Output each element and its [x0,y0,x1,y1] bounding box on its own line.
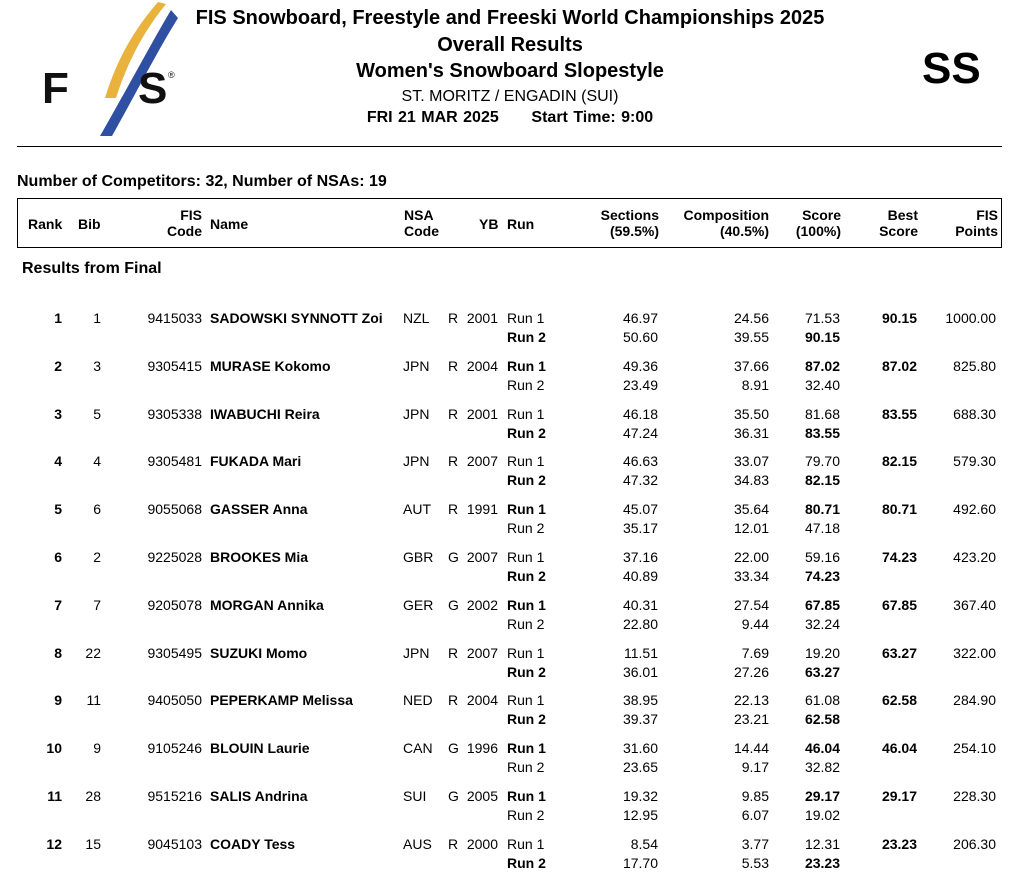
run-1-label: Run 1 [507,788,546,804]
cell-best: 74.23 [881,549,917,565]
run-1-score: 87.02 [804,357,840,374]
run-2-sections: 12.95 [622,807,658,823]
cell-bib: 2 [93,549,101,565]
cell-code: 9305338 [147,405,202,422]
cell-bib: 22 [85,644,101,661]
table-row [0,405,1024,445]
cell-name: GASSER Anna [210,501,308,518]
cell-yb: 2001 [466,310,498,326]
cell-yb: 1996 [466,740,498,757]
cell-stance: G [448,549,459,565]
run-1-sections: 46.97 [622,310,658,326]
run-2-label: Run 2 [507,568,546,584]
run-1-composition: 27.54 [733,596,769,613]
cell-best: 46.04 [881,740,917,757]
cell-yb: 1991 [466,501,498,518]
run-2-label: Run 2 [507,615,545,632]
run-1-composition: 33.07 [733,453,769,470]
cell-name: SADOWSKI SYNNOTT Zoi [210,310,383,326]
date-line [170,109,850,127]
run-1-label: Run 1 [507,549,545,565]
cell-code: 9055068 [147,501,202,518]
col-sections [578,207,659,239]
run-1-sections: 37.16 [622,549,658,565]
table-header [17,198,1002,248]
cell-yb: 2007 [466,644,498,661]
run-2-score: 63.27 [804,663,840,680]
run-1-label: Run 1 [507,740,546,757]
cell-name: SALIS Andrina [210,788,308,804]
cell-nsa: JPN [403,644,430,661]
table-row [0,835,1024,875]
run-2-score: 32.24 [804,615,840,632]
table-row [0,596,1024,636]
run-2-score: 32.40 [804,376,840,393]
cell-yb: 2007 [466,453,498,470]
cell-code: 9305495 [147,644,202,661]
col-nsa-code [404,207,439,239]
venue: ST. MORITZ / ENGADIN (SUI) [401,88,619,105]
cell-yb: 2005 [466,788,498,804]
cell-best: 90.15 [881,310,917,326]
cell-best: 80.71 [881,501,917,518]
run-1-label: Run 1 [507,644,545,661]
cell-yb: 2002 [466,596,498,613]
cell-stance: G [448,788,459,804]
run-2-sections: 36.01 [622,663,658,680]
event-date: FRI 21 MAR 2025 [366,109,499,126]
cell-name: PEPERKAMP Melissa [210,692,353,709]
col-sections-line1: Sections [600,207,659,223]
run-1-score: 67.85 [804,596,840,613]
run-2-sections: 50.60 [622,329,658,345]
run-2-sections: 35.17 [622,520,658,537]
cell-nsa: SUI [403,788,427,804]
table-row [0,357,1024,397]
cell-points: 228.30 [953,788,996,804]
run-2-composition: 36.31 [733,424,769,441]
cell-stance: R [448,692,459,709]
cell-stance: R [448,405,459,422]
discipline-code: SS [922,44,981,93]
cell-code: 9415033 [147,310,202,326]
col-best-score [858,207,918,239]
run-2-score: 82.15 [804,472,840,489]
cell-code: 9305481 [147,453,202,470]
run-1-sections: 8.54 [630,835,658,852]
run-2-composition: 39.55 [733,329,769,345]
col-bib: Bib [78,216,101,232]
cell-name: FUKADA Mari [210,453,302,470]
col-fis-code [148,207,202,239]
run-2-composition: 33.34 [733,568,769,584]
cell-bib: 9 [93,740,101,757]
cell-points: 579.30 [953,453,996,470]
col-score-line1: Score [802,207,841,223]
cell-nsa: JPN [403,357,430,374]
run-2-label: Run 2 [507,424,546,441]
run-1-sections: 40.31 [622,596,658,613]
cell-best: 82.15 [881,453,917,470]
cell-stance: R [448,453,459,470]
cell-rank: 12 [46,835,62,852]
col-points-line1: FIS [976,207,998,223]
run-1-label: Run 1 [507,310,545,326]
cell-name: COADY Tess [210,835,296,852]
cell-bib: 15 [85,835,101,852]
run-1-label: Run 1 [507,357,546,374]
cell-rank: 4 [54,453,62,470]
run-2-label: Run 2 [507,711,546,728]
run-2-sections: 39.37 [622,711,658,728]
run-2-sections: 40.89 [622,568,658,584]
run-1-sections: 49.36 [622,357,658,374]
run-1-score: 71.53 [804,310,840,326]
run-2-label: Run 2 [507,472,546,489]
col-composition-line1: Composition [683,207,769,223]
run-1-label: Run 1 [507,405,545,422]
col-composition-line2: (40.5%) [719,223,769,239]
cell-name: BLOUIN Laurie [210,740,310,757]
table-row [0,548,1024,588]
cell-best: 63.27 [881,644,917,661]
run-1-composition: 24.56 [733,310,769,326]
col-composition [668,207,769,239]
cell-yb: 2000 [466,835,498,852]
run-2-label: Run 2 [507,759,545,776]
header-divider [17,146,1002,147]
cell-nsa: NZL [403,310,430,326]
cell-nsa: CAN [403,740,433,757]
run-1-sections: 46.63 [622,453,658,470]
run-2-composition: 8.91 [741,376,769,393]
run-2-composition: 34.83 [733,472,769,489]
cell-nsa: GER [403,596,434,613]
col-run: Run [507,216,535,232]
col-yb: YB [479,216,499,232]
cell-nsa: GBR [403,549,434,565]
cell-nsa: AUS [403,835,432,852]
cell-stance: R [448,310,459,326]
run-2-label: Run 2 [507,376,545,393]
cell-points: 1000.00 [945,310,996,326]
run-2-sections: 47.24 [622,424,658,441]
run-1-label: Run 1 [507,596,546,613]
event-name: Women's Snowboard Slopestyle [356,60,664,82]
cell-bib: 6 [93,501,101,518]
run-2-composition: 9.44 [741,615,769,632]
run-2-score: 47.18 [804,520,840,537]
col-fis-code-line2: Code [167,223,202,239]
cell-rank: 6 [54,549,62,565]
cell-rank: 10 [46,740,62,757]
run-2-sections: 47.32 [622,472,658,489]
cell-best: 67.85 [881,596,917,613]
cell-bib: 1 [93,310,101,326]
run-2-sections: 23.49 [622,376,658,393]
start-time: Start Time: 9:00 [531,109,654,126]
col-fis-points [928,207,998,239]
cell-bib: 7 [93,596,101,613]
run-1-label: Run 1 [507,692,545,709]
cell-name: SUZUKI Momo [210,644,308,661]
run-1-composition: 9.85 [741,788,769,804]
run-2-label: Run 2 [507,854,546,871]
run-2-score: 62.58 [804,711,840,728]
cell-name: BROOKES Mia [210,549,309,565]
cell-rank: 5 [54,501,62,518]
run-2-composition: 9.17 [741,759,769,776]
run-1-score: 12.31 [804,835,840,852]
run-1-composition: 3.77 [741,835,769,852]
cell-code: 9045103 [147,835,202,852]
col-nsa-line2: Code [404,223,439,239]
cell-yb: 2007 [466,549,498,565]
run-1-label: Run 1 [507,501,546,518]
run-2-composition: 27.26 [733,663,769,680]
run-1-score: 81.68 [804,405,840,422]
svg-text:®: ® [168,70,175,80]
cell-points: 322.00 [953,644,996,661]
cell-points: 367.40 [953,596,996,613]
cell-name: MORGAN Annika [210,596,324,613]
cell-points: 284.90 [953,692,996,709]
cell-yb: 2001 [466,405,498,422]
cell-points: 206.30 [953,835,996,852]
cell-best: 62.58 [881,692,917,709]
cell-stance: R [448,644,459,661]
run-1-sections: 19.32 [622,788,658,804]
cell-yb: 2004 [466,357,498,374]
run-2-label: Run 2 [507,663,546,680]
table-row [0,452,1024,492]
fis-logo-icon [40,0,180,140]
cell-bib: 3 [93,357,101,374]
cell-nsa: JPN [403,405,430,422]
cell-nsa: NED [403,692,433,709]
run-1-composition: 35.64 [733,501,769,518]
col-fis-code-line1: FIS [180,207,202,223]
fis-logo [40,0,180,140]
run-2-composition: 12.01 [733,520,769,537]
col-best-line2: Score [879,223,918,239]
section-title: Results from Final [22,260,162,277]
table-row [0,787,1024,827]
col-points-line2: Points [955,223,998,239]
cell-yb: 2004 [466,692,498,709]
page-title: FIS Snowboard, Freestyle and Freeski World Championships 2025 [195,7,825,29]
cell-stance: R [448,835,459,852]
run-1-composition: 35.50 [733,405,769,422]
cell-code: 9305415 [147,357,202,374]
run-2-score: 23.23 [804,854,840,871]
run-1-score: 29.17 [804,788,840,804]
cell-points: 423.20 [953,549,996,565]
run-2-sections: 23.65 [622,759,658,776]
cell-rank: 11 [47,788,62,804]
cell-stance: R [448,357,459,374]
cell-bib: 11 [86,692,101,709]
run-1-sections: 46.18 [622,405,658,422]
table-row [0,691,1024,731]
cell-rank: 8 [54,644,62,661]
run-1-score: 79.70 [804,453,840,470]
run-2-sections: 22.80 [622,615,658,632]
run-2-sections: 17.70 [622,854,658,871]
cell-best: 83.55 [881,405,917,422]
table-row [0,309,1024,349]
cell-points: 688.30 [953,405,996,422]
col-name: Name [210,216,249,232]
cell-bib: 4 [93,453,101,470]
run-1-score: 61.08 [804,692,840,709]
run-2-composition: 23.21 [733,711,769,728]
cell-bib: 28 [85,788,101,804]
cell-bib: 5 [93,405,101,422]
run-1-sections: 45.07 [622,501,658,518]
run-1-sections: 38.95 [622,692,658,709]
run-1-score: 46.04 [804,740,840,757]
run-2-composition: 5.53 [741,854,769,871]
run-1-sections: 31.60 [622,740,658,757]
cell-points: 492.60 [953,501,996,518]
run-2-score: 90.15 [804,329,840,345]
cell-rank: 7 [54,596,62,613]
cell-best: 29.17 [881,788,917,804]
svg-text:S: S [138,64,168,113]
cell-nsa: AUT [403,501,431,518]
run-1-composition: 7.69 [741,644,769,661]
cell-stance: G [448,740,459,757]
run-2-score: 83.55 [804,424,840,441]
table-row [0,500,1024,540]
run-1-composition: 22.13 [733,692,769,709]
table-row [0,644,1024,684]
run-2-label: Run 2 [507,520,545,537]
cell-name: MURASE Kokomo [210,357,331,374]
cell-best: 87.02 [881,357,917,374]
col-score [778,207,841,239]
col-sections-line2: (59.5%) [609,223,659,239]
cell-points: 254.10 [953,740,996,757]
competitor-summary: Number of Competitors: 32, Number of NSAs: 19 [17,173,387,190]
run-2-score: 74.23 [804,568,840,584]
cell-stance: G [448,596,459,613]
run-1-composition: 22.00 [733,549,769,565]
cell-best: 23.23 [881,835,917,852]
cell-code: 9205078 [147,596,202,613]
run-1-score: 80.71 [804,501,840,518]
cell-code: 9405050 [147,692,202,709]
col-score-line2: (100%) [795,223,841,239]
run-1-label: Run 1 [507,835,545,852]
run-2-label: Run 2 [507,329,546,345]
run-1-label: Run 1 [507,453,545,470]
cell-code: 9515216 [147,788,202,804]
cell-rank: 2 [54,357,62,374]
run-1-composition: 14.44 [733,740,769,757]
cell-code: 9105246 [147,740,202,757]
run-1-score: 59.16 [804,549,840,565]
col-rank: Rank [28,216,63,232]
svg-text:F: F [42,64,69,113]
run-2-score: 19.02 [804,807,840,823]
cell-stance: R [448,501,459,518]
run-2-score: 32.82 [804,759,840,776]
col-nsa-line1: NSA [404,207,434,223]
page-subtitle: Overall Results [437,34,583,56]
cell-points: 825.80 [953,357,996,374]
cell-rank: 1 [54,310,62,326]
run-1-score: 19.20 [804,644,840,661]
run-2-composition: 6.07 [741,807,769,823]
col-best-line1: Best [887,207,918,223]
cell-rank: 3 [54,405,62,422]
run-1-sections: 11.51 [624,644,658,661]
table-row [0,739,1024,779]
cell-name: IWABUCHI Reira [210,405,320,422]
run-1-composition: 37.66 [733,357,769,374]
cell-nsa: JPN [403,453,430,470]
cell-rank: 9 [54,692,62,709]
run-2-label: Run 2 [507,807,545,823]
cell-code: 9225028 [147,549,202,565]
